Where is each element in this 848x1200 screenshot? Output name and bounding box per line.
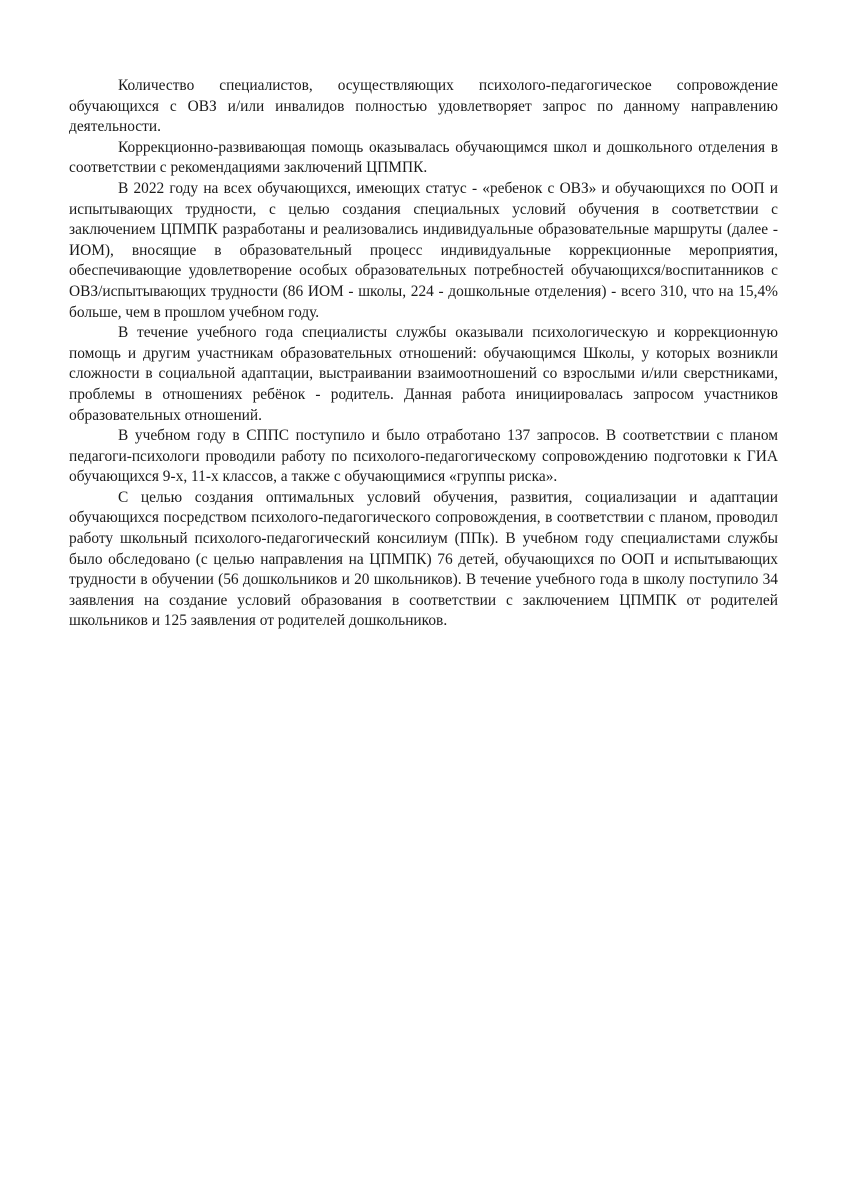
paragraph-consilium: С целью создания оптимальных условий обучения, развития, социализации и адаптации обучающихся посредством психолого-педагогического сопровождения, в соответствии с планом, проводил работу школьный психолого-педагогический консилиум (ППк). В учебном году специалистами службы было обследовано (с целью направления на ЦПМПК) 76 детей, обучающихся по ООП и испытывающих трудности в обучении (56 дошкольников и 20 школьников). В течение учебного года в школу поступило 34 заявления на создание условий образования в соответствии с заключением ЦПМПК от родителей школьников и 125 заявления от родителей дошкольников.: [69, 488, 778, 630]
paragraph-individual-routes: В 2022 году на всех обучающихся, имеющих статус - «ребенок с ОВЗ» и обучающихся по ООП и испытывающих трудности, с целью создания специальных условий обучения в соответствии с заключением ЦПМПК разработаны и реализовались индивидуальные образовательные маршруты (далее - ИОМ), вносящие в образовательный процесс индивидуальные коррекционные мероприятия, обеспечивающие удовлетворение особых образовательных потребностей обучающихся/воспитанников с ОВЗ/испытывающих трудности (86 ИОМ - школы, 224 - дошкольные отделения) - всего 310, что на 15,4% больше, чем в прошлом учебном году.: [69, 179, 778, 321]
paragraph-requests: В учебном году в СППС поступило и было отработано 137 запросов. В соответствии с планом педагоги-психологи проводили работу по психолого-педагогическому сопровождению подготовки к ГИА обучающихся 9-х, 11-х классов, а также с обучающимися «группы риска».: [69, 427, 778, 486]
document-body: [69, 76, 778, 632]
paragraph-psychological-help: В течение учебного года специалисты службы оказывали психологическую и коррекционную помощь и другим участникам образовательных отношений: обучающимся Школы, у которых возникли сложности в социальной адаптации, выстраивании взаимоотношений со взрослыми и/или сверстниками, проблемы в отношениях ребёнок - родитель. Данная работа инициировалась запросом участников образовательных отношений.: [69, 324, 778, 424]
paragraph-specialists-count: Количество специалистов, осуществляющих психолого-педагогическое сопровождение обучающихся с ОВЗ и/или инвалидов полностью удовлетворяет запрос по данному направлению деятельности.: [69, 77, 778, 136]
paragraph-correction-help: Коррекционно-развивающая помощь оказывалась обучающимся школ и дошкольного отделения в соответствии с рекомендациями заключений ЦПМПК.: [69, 138, 778, 177]
